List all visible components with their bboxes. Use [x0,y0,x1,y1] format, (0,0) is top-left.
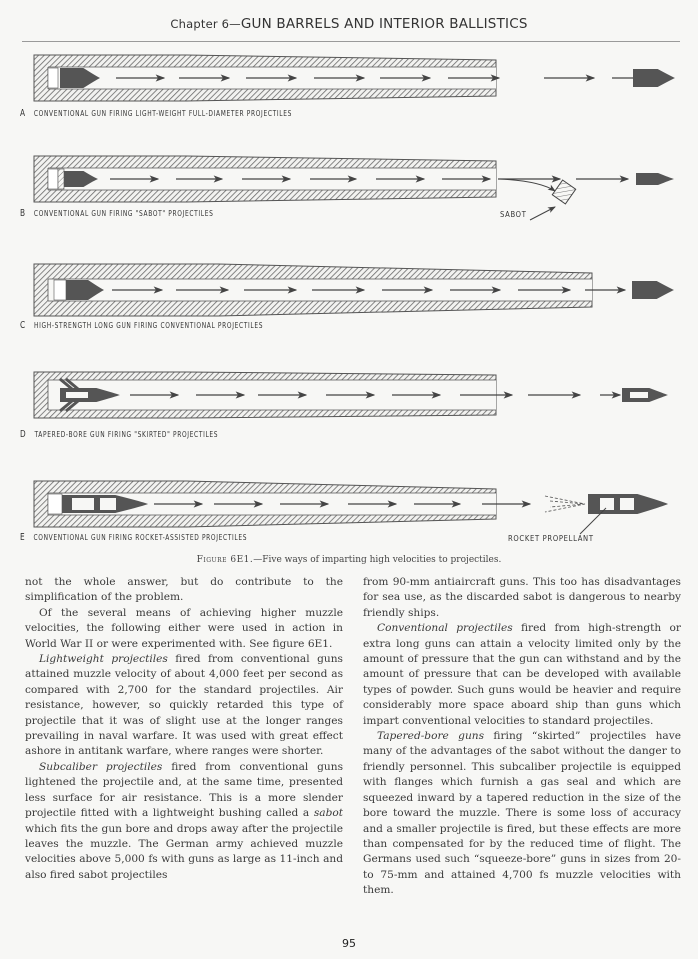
italic-term: Lightweight projectiles [39,653,168,666]
propellant-space [48,494,62,514]
rocket-chamber [620,498,634,510]
projectile-in-flight [636,173,674,185]
figure-caption [0,555,698,565]
panel-label-text: CONVENTIONAL GUN FIRING "SABOT" PROJECTILES [33,209,214,218]
paragraph [363,575,681,621]
rocket-exhaust [545,496,585,512]
chapter-title: GUN BARRELS AND INTERIOR BALLISTICS [240,16,528,32]
panel-letter: D [20,429,27,440]
paragraph [25,652,343,760]
right-column [363,575,681,899]
paragraph-text: firing “skirted” projectiles have many of the advantages of the sabot without the danger to friendly personnel. This subcaliber projectile is equipped with flanges which furnish a gas seal and which are squeezed inward by a tapered reduction in the size of the bore toward the muzzle. There is some loss of accuracy and a smaller projectile is fired, but these effects are more than compensated for by the reduced time of flight. The Germans used such “squeeze-bore” guns in sizes from 20- to 75-mm and attained 4,700 fs muzzle velocities with them. [363,730,681,897]
sabot-bushing [58,169,64,189]
paragraph-text: not the whole answer, but do contribute to the simplification of the problem. [25,576,343,604]
running-header [0,16,698,32]
italic-term: Subcaliber projectiles [39,760,163,773]
italic-term: Conventional projectiles [377,622,513,635]
paragraph-text: fired from high-strength or extra long guns can attain a velocity limited only by the amount of pressure that the gun can withstand and by the amount of pressure that can be developed with available types of powder. Such guns would be heavier and require considerably more space aboard ship than guns which impart conventional velocities to standard projectiles. [363,622,681,727]
paragraph-text: fired from conventional guns lightened the projectile and, at the same time, presented less surface for air resistance. This is a more slender projectile fitted with a lightweight bushing called a [25,760,343,820]
sabot-leader-line [530,207,555,220]
rocket-chamber [100,498,116,510]
italic-term: sabot [313,807,343,820]
figure-6e1 [0,48,698,568]
paragraph [363,621,681,729]
paragraph [363,729,681,898]
panel-label-text: CONVENTIONAL GUN FIRING LIGHT-WEIGHT FULL-DIAMETER PROJECTILES [33,109,293,118]
projectile-in-flight [633,69,675,87]
paragraph [25,575,343,606]
propellant-space [48,68,58,88]
panel-e-label [20,532,247,543]
projectile-in-flight [632,281,674,299]
paragraph-text: from 90-mm antiaircraft guns. This too has disadvantages for sea use, as the discarded sabot is dangerous to nearby friendly ships. [363,576,681,619]
panel-b-label [20,208,214,219]
panel-letter: E [20,532,26,543]
figure-drawing [0,48,698,568]
sabot-trajectory [500,179,555,191]
paragraph-text: fired from conventional guns attained muzzle velocity of about 4,000 feet per second as compared with 2,700 for the standard projectiles. Air resistance, however, so quickly retarded this type of projectile that it was of slight use at the longer ranges prevailing in naval warfare. It was used with great effect ashore in antitank warfare, where ranges were shorter. [25,653,343,758]
panel-label-text: HIGH-STRENGTH LONG GUN FIRING CONVENTIONAL PROJECTILES [34,321,264,330]
paragraph-text: which fits the gun bore and drops away after the projectile leaves the muzzle. The German army achieved muzzle velocities above 5,000 fs with guns as large as 11-inch and also fired sabot projectiles [25,822,343,881]
chapter-prefix: Chapter 6— [170,17,241,31]
page-number: 95 [342,937,356,950]
caption-text: —Five ways of imparting high velocities to projectiles. [253,555,502,565]
panel-letter: B [20,208,26,219]
panel-a-label [20,108,292,119]
propellant-space [48,169,58,189]
paragraph [25,760,343,883]
rocket-propellant-callout: ROCKET PROPELLANT [508,534,594,543]
rocket-chamber [600,498,614,510]
rocket-chamber [72,498,94,510]
projectile-core [630,392,648,398]
panel-label-text: TAPERED-BORE GUN FIRING "SKIRTED" PROJECTILES [34,430,219,439]
left-column [25,575,343,883]
paragraph-text: Of the several means of achieving higher muzzle velocities, the following either were used in action in World War II or were experimented with. See figure 6E1. [25,606,343,650]
sabot-callout: SABOT [500,210,527,219]
header-rule [22,41,680,42]
panel-letter: A [20,108,26,119]
panel-d-label [20,429,218,440]
propellant-space [54,280,66,300]
italic-term: Tapered-bore guns [377,730,485,743]
paragraph [25,606,343,652]
panel-label-text: CONVENTIONAL GUN FIRING ROCKET-ASSISTED PROJECTILES [33,533,248,542]
panel-c-label [20,320,263,331]
discarded-sabot [552,180,575,204]
panel-letter: C [20,320,26,331]
caption-number: Figure 6E1. [196,555,254,565]
projectile-core [66,392,88,398]
